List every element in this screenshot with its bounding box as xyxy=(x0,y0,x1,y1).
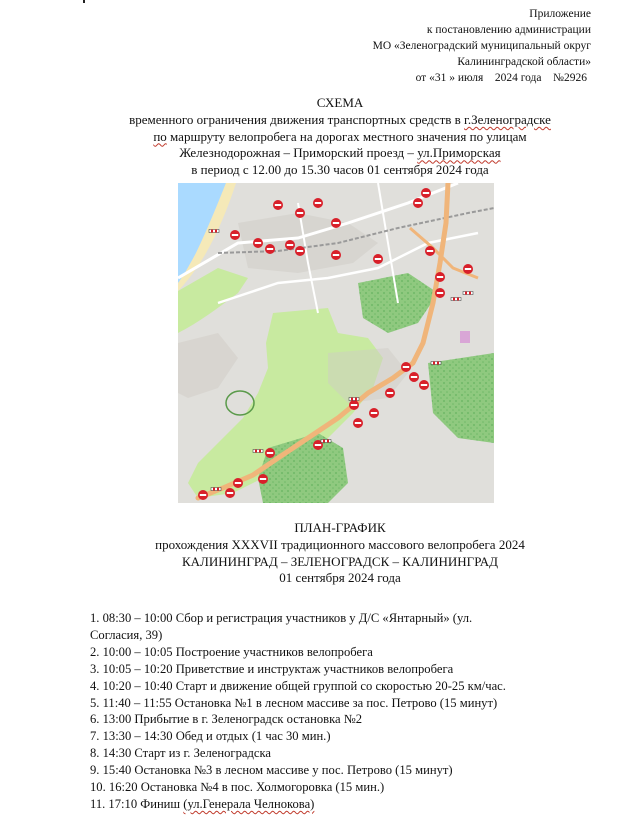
road-barrier-icon xyxy=(431,362,441,365)
scheme-line-2-prefix: по xyxy=(153,128,167,144)
road-barrier-icon xyxy=(451,298,461,301)
appendix-number: №2926 xyxy=(553,72,587,84)
scheme-line-4: в период с 12.00 до 15.30 часов 01 сентября 2024 года xyxy=(191,162,489,178)
scheme-line-1-text: временного ограничения движения транспортных средств в xyxy=(129,111,465,127)
no-entry-sign-icon xyxy=(313,198,323,208)
no-entry-sign-icon xyxy=(198,490,208,500)
route-map xyxy=(178,183,494,503)
schedule-item-street: (ул.Генерала Челнокова) xyxy=(183,796,315,811)
no-entry-sign-icon xyxy=(353,418,363,428)
schedule-item: 6. 13:00 Прибытие в г. Зеленоградск остановка №2 xyxy=(90,712,363,727)
appendix-line-4: Калининградской области» xyxy=(457,56,591,68)
appendix-block xyxy=(291,6,591,86)
appendix-line-2: к постановлению администрации xyxy=(426,24,591,36)
no-entry-sign-icon xyxy=(331,250,341,260)
map-poi-purple xyxy=(460,331,470,343)
no-entry-sign-icon xyxy=(265,448,275,458)
schedule-item: 8. 14:30 Старт из г. Зеленоградска xyxy=(90,746,271,761)
road-barrier-icon xyxy=(321,440,331,443)
no-entry-sign-icon xyxy=(369,408,379,418)
no-entry-sign-icon xyxy=(295,246,305,256)
no-entry-sign-icon xyxy=(435,288,445,298)
no-entry-sign-icon xyxy=(273,200,283,210)
schedule-item-text: 11. 17:10 Финиш xyxy=(90,796,184,811)
scheme-line-3-street: ул.Приморская xyxy=(417,145,501,161)
no-entry-sign-icon xyxy=(435,272,445,282)
no-entry-sign-icon xyxy=(401,362,411,372)
schedule-item: 10. 16:20 Остановка №4 в пос. Холмогоровка (15 мин.) xyxy=(90,780,385,795)
schedule-item: Согласия, 39) xyxy=(90,627,163,642)
road-barrier-icon xyxy=(211,488,221,491)
no-entry-sign-icon xyxy=(225,488,235,498)
appendix-date: от «31 » июля xyxy=(415,72,484,84)
plan-title-block xyxy=(60,520,620,587)
scheme-title-block xyxy=(60,95,620,179)
no-entry-sign-icon xyxy=(385,388,395,398)
road-barrier-icon xyxy=(349,398,359,401)
schedule-item xyxy=(90,796,610,813)
no-entry-sign-icon xyxy=(233,478,243,488)
road-barrier-icon xyxy=(209,230,219,233)
no-entry-sign-icon xyxy=(421,188,431,198)
route-map-svg xyxy=(178,183,494,503)
road-barrier-icon xyxy=(463,292,473,295)
schedule-item: 4. 10:20 – 10:40 Старт и движение общей группой со скоростью 20-25 км/час. xyxy=(90,678,506,693)
schedule-item: 9. 15:40 Остановка №3 в лесном массиве у пос. Петрово (15 минут) xyxy=(90,763,453,778)
no-entry-sign-icon xyxy=(295,208,305,218)
road-barrier-icon xyxy=(253,450,263,453)
plan-title: ПЛАН-ГРАФИК xyxy=(294,520,386,535)
no-entry-sign-icon xyxy=(463,264,473,274)
scheme-line-1-city: г.Зеленоградске xyxy=(464,111,551,127)
no-entry-sign-icon xyxy=(419,380,429,390)
schedule-item: 1. 08:30 – 10:00 Сбор и регистрация участников у Д/С «Янтарный» (ул. xyxy=(90,611,473,625)
no-entry-sign-icon xyxy=(331,218,341,228)
no-entry-sign-icon xyxy=(349,400,359,410)
appendix-line-1: Приложение xyxy=(529,8,591,20)
no-entry-sign-icon xyxy=(285,240,295,250)
no-entry-sign-icon xyxy=(409,372,419,382)
schedule-item: 2. 10:00 – 10:05 Построение участников велопробега xyxy=(90,644,373,659)
scheme-line-3-text: Железнодорожная – Приморский проезд – xyxy=(179,145,418,161)
no-entry-sign-icon xyxy=(230,230,240,240)
scheme-line-1 xyxy=(60,112,620,129)
schedule-item: 5. 11:40 – 11:55 Остановка №1 в лесном массиве за пос. Петрово (15 минут) xyxy=(90,695,498,710)
no-entry-sign-icon xyxy=(265,244,275,254)
plan-line-2: КАЛИНИНГРАД – ЗЕЛЕНОГРАДСК – КАЛИНИНГРАД xyxy=(181,553,499,569)
no-entry-sign-icon xyxy=(253,238,263,248)
schedule-list xyxy=(90,610,610,813)
no-entry-sign-icon xyxy=(373,254,383,264)
appendix-line-3: МО «Зеленоградский муниципальный округ xyxy=(372,40,591,52)
scheme-line-2 xyxy=(60,129,620,146)
no-entry-sign-icon xyxy=(425,246,435,256)
page-corner-mark xyxy=(83,0,85,3)
scheme-title: СХЕМА xyxy=(316,95,364,110)
appendix-date-line xyxy=(291,70,587,86)
schedule-item: 3. 10:05 – 10:20 Приветствие и инструктаж участников велопробега xyxy=(90,661,454,676)
scheme-line-3 xyxy=(60,145,620,162)
appendix-year: 2024 года xyxy=(494,72,542,84)
schedule-item: 7. 13:30 – 14:30 Обед и отдых (1 час 30 мин.) xyxy=(90,729,331,744)
no-entry-sign-icon xyxy=(258,474,268,484)
plan-line-1: прохождения XXXVII традиционного массового велопробега 2024 xyxy=(155,536,525,552)
scheme-line-2-text: маршруту велопробега на дорогах местного значения по улицам xyxy=(166,128,527,144)
no-entry-sign-icon xyxy=(413,198,423,208)
plan-line-3: 01 сентября 2024 года xyxy=(279,570,401,586)
